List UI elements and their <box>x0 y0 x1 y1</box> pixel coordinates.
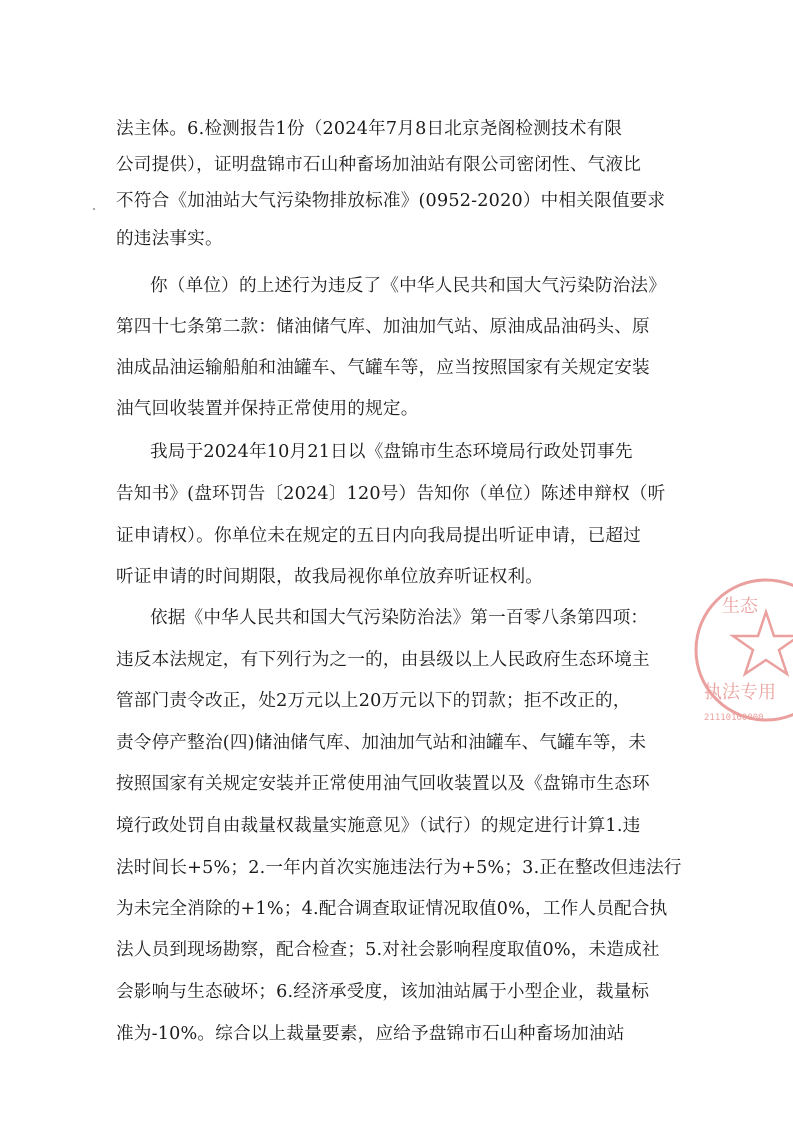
text-line: 我局于2024年10月21日以《盘锦市生态环境局行政处罚事先 <box>150 442 633 462</box>
text-line: 的违法事实。 <box>116 229 223 249</box>
text-line: 不符合《加油站大气污染物排放标准》(0952-2020）中相关限值要求 <box>116 191 666 211</box>
seal-top-text: 生态 <box>722 596 758 617</box>
text-line: 为未完全消除的+1%；4.配合调查取证情况取值0%，工作人员配合执 <box>116 899 668 919</box>
text-line: 第四十七条第二款：储油储气库、加油加气站、原油成品油码头、原 <box>116 317 650 337</box>
official-seal <box>686 570 793 740</box>
text-line: 法时间长+5%；2.一年内首次实施违法行为+5%；3.正在整改但违法行 <box>116 858 682 878</box>
text-line: 听证申请的时间期限，故我局视你单位放弃听证权利。 <box>116 567 544 587</box>
text-line: 准为-10%。综合以上裁量要素，应给予盘锦市石山种畜场加油站 <box>116 1024 625 1044</box>
text-line: 公司提供），证明盘锦市石山种畜场加油站有限公司密闭性、气液比 <box>116 155 642 175</box>
text-line: 违反本法规定，有下列行为之一的，由县级以上人民政府生态环境主 <box>116 650 650 670</box>
text-line: 境行政处罚自由裁量权裁量实施意见》（试行）的规定进行计算1.违 <box>116 816 641 836</box>
text-line: 会影响与生态破坏；6.经济承受度，该加油站属于小型企业，裁量标 <box>116 982 650 1002</box>
text-line: 法主体。6.检测报告1份（2024年7月8日北京尧阁检测技术有限 <box>116 119 623 139</box>
text-line: 你（单位）的上述行为违反了《中华人民共和国大气污染防治法》 <box>150 276 667 296</box>
text-line: 油气回收装置并保持正常使用的规定。 <box>116 399 419 419</box>
text-line: 油成品油运输船舶和油罐车、气罐车等，应当按照国家有关规定安装 <box>116 358 650 378</box>
text-line: 责令停产整治(四)储油储气库、加油加气站和油罐车、气罐车等，未 <box>116 733 647 753</box>
text-line: 法人员到现场勘察，配合检查；5.对社会影响程度取值0%，未造成社 <box>116 940 660 960</box>
scan-speck <box>93 208 95 210</box>
text-line: 管部门责令改正，处2万元以上20万元以下的罚款；拒不改正的， <box>116 691 631 711</box>
text-line: 证申请权）。你单位未在规定的五日内向我局提出听证申请，已超过 <box>116 526 642 546</box>
star-icon <box>733 612 793 674</box>
text-line: 告知书》(盘环罚告〔2024〕120号）告知你（单位）陈述申辩权（听 <box>116 484 666 504</box>
text-line: 依据《中华人民共和国大气污染防治法》第一百零八条第四项： <box>150 608 649 628</box>
seal-bottom-text: 执法专用 <box>704 682 776 703</box>
text-line: 按照国家有关规定安装并正常使用油气回收装置以及《盘锦市生态环 <box>116 774 650 794</box>
seal-serial: 21110100000 <box>704 713 764 723</box>
